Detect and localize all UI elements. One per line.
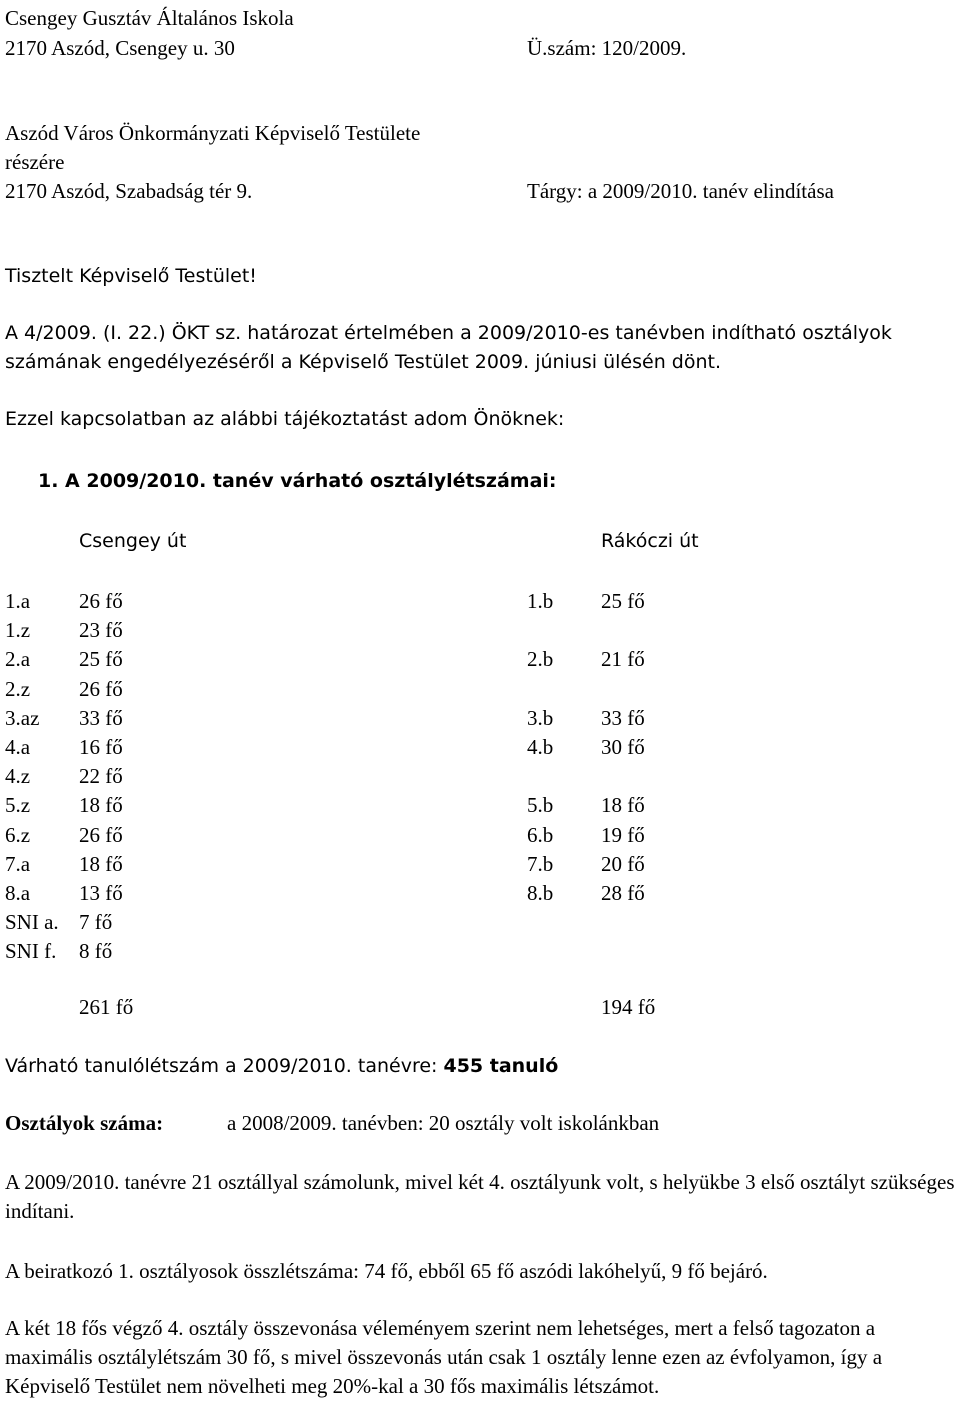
site-left-total: 261 fő xyxy=(79,995,134,1019)
class-label-left: 1.z xyxy=(5,618,31,642)
paragraph-enrollment: A beiratkozó 1. osztályosok összlétszáma: 74 fő, ebből 65 fő aszódi lakóhelyű, 9 fő bejáró. xyxy=(5,1259,768,1283)
class-label-left: 4.z xyxy=(5,764,31,788)
intro-line-1: A 4/2009. (I. 22.) ÖKT sz. határozat értelmében a 2009/2010-es tanévben indítható osztályok xyxy=(5,322,892,344)
class-label-right: 7.b xyxy=(527,852,554,876)
school-address: 2170 Aszód, Csengey u. 30 xyxy=(5,36,235,60)
recipient-line-2: részére xyxy=(5,150,65,174)
class-count-left: 26 fő xyxy=(79,823,123,847)
class-count-left: 33 fő xyxy=(79,706,123,730)
class-label-right: 1.b xyxy=(527,589,554,613)
class-label-left: 6.z xyxy=(5,823,31,847)
class-count-left: 25 fő xyxy=(79,647,123,671)
class-label-right: 5.b xyxy=(527,793,554,817)
paragraph-merge: A két 18 fős végző 4. osztály összevonása véleményem szerint nem lehetséges, mert a felső tagozaton a maximális osztálylétszám 30 fő, s mivel összevonás után csak 1 osztály lenne ezen az évfolyamon, így a Képviselő Testület nem növelheti meg 20%-kal a 30 fős maximális létszámot. xyxy=(5,1316,883,1398)
class-label-left: SNI a. xyxy=(5,910,59,934)
reference-number: Ü.szám: 120/2009. xyxy=(527,36,687,60)
class-count-left: 13 fő xyxy=(79,881,123,905)
class-count-right: 33 fő xyxy=(601,706,645,730)
site-right-total: 194 fő xyxy=(601,995,656,1019)
intro-line-2: számának engedélyezéséről a Képviselő Testület 2009. júniusi ülésén dönt. xyxy=(5,351,721,373)
recipient-line-1: Aszód Város Önkormányzati Képviselő Testülete xyxy=(5,121,421,145)
class-count-right: 25 fő xyxy=(601,589,645,613)
class-count-left: 26 fő xyxy=(79,589,123,613)
class-count-left: 26 fő xyxy=(79,677,123,701)
salutation: Tisztelt Képviselő Testület! xyxy=(5,265,257,287)
class-count-right: 28 fő xyxy=(601,881,645,905)
site-right-name: Rákóczi út xyxy=(601,530,699,552)
class-count-left: 8 fő xyxy=(79,939,113,963)
expected-total-line xyxy=(5,1055,558,1078)
class-label-right: 2.b xyxy=(527,647,554,671)
site-left-name: Csengey út xyxy=(79,530,187,552)
class-label-right: 3.b xyxy=(527,706,554,730)
class-label-right: 4.b xyxy=(527,735,554,759)
class-label-left: 8.a xyxy=(5,881,31,905)
class-label-left: SNI f. xyxy=(5,939,57,963)
classes-label: Osztályok száma: xyxy=(5,1111,164,1135)
school-name: Csengey Gusztáv Általános Iskola xyxy=(5,6,294,30)
paragraph-class-plan: A 2009/2010. tanévre 21 osztállyal számolunk, mivel két 4. osztályunk volt, s helyükbe 3 első osztályt szükséges indítani. xyxy=(5,1170,955,1223)
class-count-left: 16 fő xyxy=(79,735,123,759)
subject-line: Tárgy: a 2009/2010. tanév elindítása xyxy=(527,179,834,203)
class-label-left: 2.a xyxy=(5,647,31,671)
class-label-left: 3.az xyxy=(5,706,40,730)
class-count-right: 20 fő xyxy=(601,852,645,876)
class-label-left: 1.a xyxy=(5,589,31,613)
section-1-title: 1. A 2009/2010. tanév várható osztálylétszámai: xyxy=(38,470,557,492)
class-label-right: 6.b xyxy=(527,823,554,847)
expected-total-value: 455 tanuló xyxy=(443,1055,559,1077)
class-label-left: 7.a xyxy=(5,852,31,876)
class-count-left: 18 fő xyxy=(79,852,123,876)
class-count-left: 7 fő xyxy=(79,910,113,934)
class-count-left: 22 fő xyxy=(79,764,123,788)
class-count-right: 19 fő xyxy=(601,823,645,847)
class-count-right: 21 fő xyxy=(601,647,645,671)
class-label-left: 4.a xyxy=(5,735,31,759)
class-count-right: 30 fő xyxy=(601,735,645,759)
class-count-left: 23 fő xyxy=(79,618,123,642)
classes-text: a 2008/2009. tanévben: 20 osztály volt iskolánkban xyxy=(227,1111,660,1135)
expected-total-prefix: Várható tanulólétszám a 2009/2010. tanévre: xyxy=(5,1055,444,1077)
class-label-left: 5.z xyxy=(5,793,31,817)
intro-line-3: Ezzel kapcsolatban az alábbi tájékoztatást adom Önöknek: xyxy=(5,408,565,430)
class-label-left: 2.z xyxy=(5,677,31,701)
class-label-right: 8.b xyxy=(527,881,554,905)
class-count-right: 18 fő xyxy=(601,793,645,817)
recipient-address: 2170 Aszód, Szabadság tér 9. xyxy=(5,179,253,203)
class-count-left: 18 fő xyxy=(79,793,123,817)
